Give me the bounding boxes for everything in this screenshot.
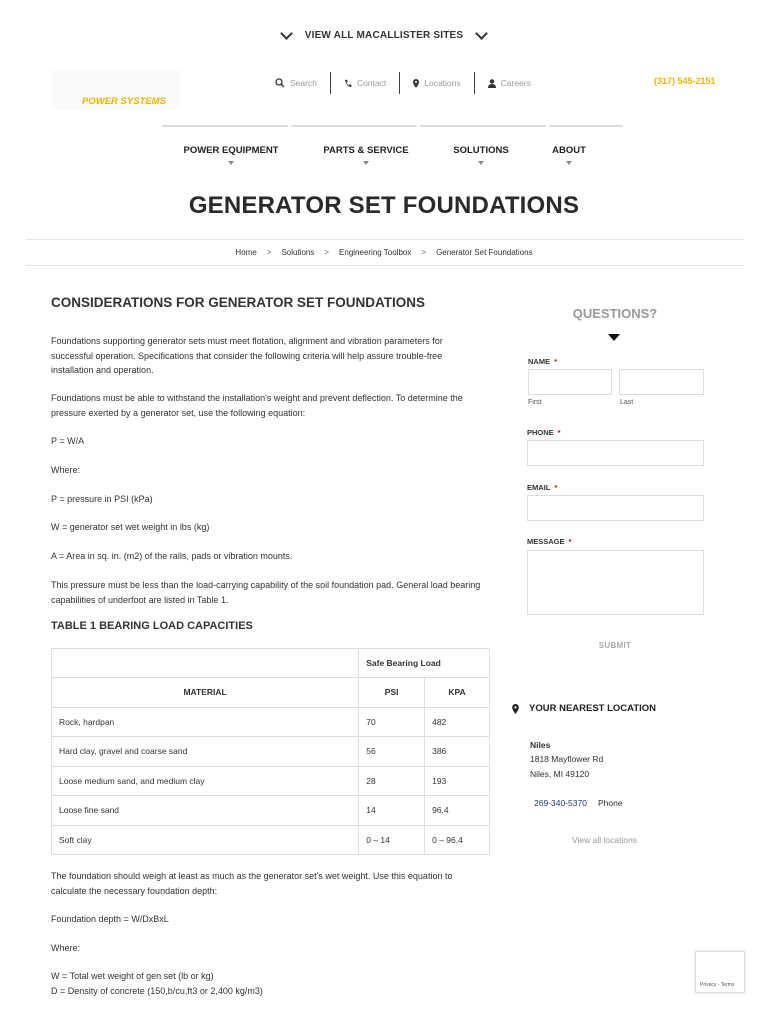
nav-underlines xyxy=(162,125,623,127)
phone-input[interactable] xyxy=(527,440,704,466)
careers-link[interactable] xyxy=(475,72,544,94)
col-psi: PSI xyxy=(359,678,425,708)
cell-material: Loose fine sand xyxy=(52,796,359,826)
definition: W = generator set wet weight in lbs (kg) xyxy=(51,522,210,532)
definition: W = Total wet weight of gen set (lb or kg) xyxy=(51,971,214,981)
locations-link[interactable] xyxy=(400,72,473,94)
cell-psi: 28 xyxy=(359,766,425,796)
table-cell xyxy=(52,649,359,678)
paragraph: This pressure must be less than the load-carrying capability of the soil foundation pad. General load bearing capabilities of underfoot are listed in Table 1. xyxy=(51,580,481,605)
cell-psi: 14 xyxy=(359,796,425,826)
cell-material: Soft clay xyxy=(52,825,359,855)
chevron-down-icon xyxy=(280,27,293,40)
recaptcha-badge[interactable] xyxy=(695,951,745,993)
caret-down-icon xyxy=(363,161,369,165)
name-label xyxy=(528,357,557,366)
chevron-right-icon: > xyxy=(324,248,330,257)
recaptcha-text: Privacy - Terms xyxy=(700,982,735,988)
email-input[interactable] xyxy=(527,495,704,521)
table-header-row xyxy=(52,678,490,708)
nav-solutions[interactable] xyxy=(446,145,516,165)
label-text: MESSAGE xyxy=(527,537,565,546)
table-row xyxy=(52,707,490,737)
divider xyxy=(26,239,744,240)
cell-material: Rock, hardpan xyxy=(52,707,359,737)
page-title: GENERATOR SET FOUNDATIONS xyxy=(188,192,580,219)
cell-psi: 0 – 14 xyxy=(359,825,425,855)
label-text: PHONE xyxy=(527,428,554,437)
location-phone-link[interactable]: 269-340-5370 xyxy=(534,798,587,808)
cell-kpa: 193 xyxy=(425,766,490,796)
site-switcher-label: VIEW ALL MACALLISTER SITES xyxy=(304,30,464,41)
careers-label: Careers xyxy=(500,78,531,88)
nav-label: POWER EQUIPMENT xyxy=(183,145,279,156)
breadcrumb-current: Generator Set Foundations xyxy=(436,248,533,257)
chevron-down-icon xyxy=(475,27,488,40)
location-heading xyxy=(512,703,656,714)
breadcrumb-solutions[interactable]: Solutions xyxy=(281,248,315,257)
message-textarea[interactable] xyxy=(527,550,704,615)
divider xyxy=(26,265,744,266)
paragraph: Foundations supporting generator sets must meet flotation, alignment and vibration parameters for successful operation. Specifications that consider the following criteria will help assure trouble-free installation and operation. xyxy=(51,336,443,375)
required-mark: * xyxy=(568,537,572,546)
search-label: Search xyxy=(290,78,317,88)
first-name-input[interactable] xyxy=(528,369,612,395)
label-text: NAME xyxy=(528,357,551,366)
col-kpa: KPA xyxy=(425,678,490,708)
nav-label: SOLUTIONS xyxy=(453,145,509,156)
nav-about[interactable] xyxy=(544,145,594,165)
where-label: Where: xyxy=(51,465,81,475)
locations-label: Locations xyxy=(424,78,461,88)
table-row xyxy=(52,737,490,767)
cell-psi: 70 xyxy=(359,707,425,737)
location-name: Niles xyxy=(530,740,551,750)
nav-power-equipment[interactable] xyxy=(178,145,284,165)
form-title: QUESTIONS? xyxy=(572,306,658,321)
logo-text: POWER SYSTEMS xyxy=(82,96,166,107)
map-pin-icon xyxy=(413,79,419,88)
table-heading: TABLE 1 BEARING LOAD CAPACITIES xyxy=(51,620,253,632)
definition: A = Area in sq. in. (m2) of the rails, pads or vibration mounts. xyxy=(51,551,293,561)
definition: P = pressure in PSI (kPa) xyxy=(51,494,153,504)
table-row xyxy=(52,766,490,796)
paragraph: Foundations must be able to withstand the installation's weight and prevent deflection. To determine the pressure exerted by a generator set, use the following equation: xyxy=(51,393,463,418)
phone-label xyxy=(527,428,561,437)
where-label: Where: xyxy=(51,943,81,953)
utility-nav xyxy=(262,72,544,94)
chevron-right-icon: > xyxy=(266,248,272,257)
cell-psi: 56 xyxy=(359,737,425,767)
email-label xyxy=(527,483,557,492)
header-phone[interactable]: (317) 545-2151 xyxy=(654,76,716,86)
location-city: Niles, MI 49120 xyxy=(530,769,590,779)
col-material: MATERIAL xyxy=(52,678,359,708)
contact-label: Contact xyxy=(356,78,387,88)
caret-down-icon xyxy=(566,161,572,165)
nav-parts-service[interactable] xyxy=(316,145,416,165)
nav-label: PARTS & SERVICE xyxy=(323,145,409,156)
bearing-load-table xyxy=(51,648,490,855)
breadcrumb-home[interactable]: Home xyxy=(235,248,257,257)
cell-kpa: 96.4 xyxy=(425,796,490,826)
cell-kpa: 482 xyxy=(425,707,490,737)
group-header: Safe Bearing Load xyxy=(359,649,490,678)
cell-kpa: 386 xyxy=(425,737,490,767)
caret-down-icon xyxy=(478,161,484,165)
table-row xyxy=(52,796,490,826)
required-mark: * xyxy=(554,357,558,366)
contact-link[interactable] xyxy=(331,72,399,94)
search-link[interactable] xyxy=(262,72,330,94)
article-heading: CONSIDERATIONS FOR GENERATOR SET FOUNDATIONS xyxy=(51,295,426,310)
caret-down-icon xyxy=(608,334,620,341)
required-mark: * xyxy=(557,428,561,437)
chevron-right-icon: > xyxy=(421,248,427,257)
location-phone-label: Phone xyxy=(598,798,623,808)
cell-material: Hard clay, gravel and coarse sand xyxy=(52,737,359,767)
label-text: EMAIL xyxy=(527,483,551,492)
breadcrumb xyxy=(0,248,768,257)
user-icon xyxy=(488,79,496,88)
site-switcher[interactable] xyxy=(0,30,768,41)
equation: P = W/A xyxy=(51,436,85,446)
search-icon xyxy=(275,78,285,88)
view-all-locations-link[interactable]: View all locations xyxy=(572,835,638,845)
location-heading-text: YOUR NEAREST LOCATION xyxy=(529,703,657,714)
cell-kpa: 0 – 96.4 xyxy=(425,825,490,855)
nav-label: ABOUT xyxy=(552,145,586,156)
phone-icon xyxy=(344,79,352,88)
first-sublabel: First xyxy=(528,399,542,406)
required-mark: * xyxy=(554,483,558,492)
cell-material: Loose medium sand, and medium clay xyxy=(52,766,359,796)
map-pin-icon xyxy=(512,704,519,714)
last-sublabel: Last xyxy=(620,399,634,406)
submit-button[interactable]: SUBMIT xyxy=(598,641,632,650)
message-label xyxy=(527,537,571,546)
breadcrumb-engineering-toolbox[interactable]: Engineering Toolbox xyxy=(339,248,412,257)
table-header-row xyxy=(52,649,490,678)
caret-down-icon xyxy=(228,161,234,165)
last-name-input[interactable] xyxy=(619,369,704,395)
paragraph: The foundation should weigh at least as much as the generator set's wet weight. Use this equation to calculate the necessary foundation depth: xyxy=(51,871,453,896)
table-row xyxy=(52,825,490,855)
equation: Foundation depth = W/DxBxL xyxy=(51,914,169,924)
location-street: 1818 Mayflower Rd xyxy=(530,754,604,764)
definition: D = Density of concrete (150,b/cu,ft3 or 2,400 kg/m3) xyxy=(51,986,263,996)
